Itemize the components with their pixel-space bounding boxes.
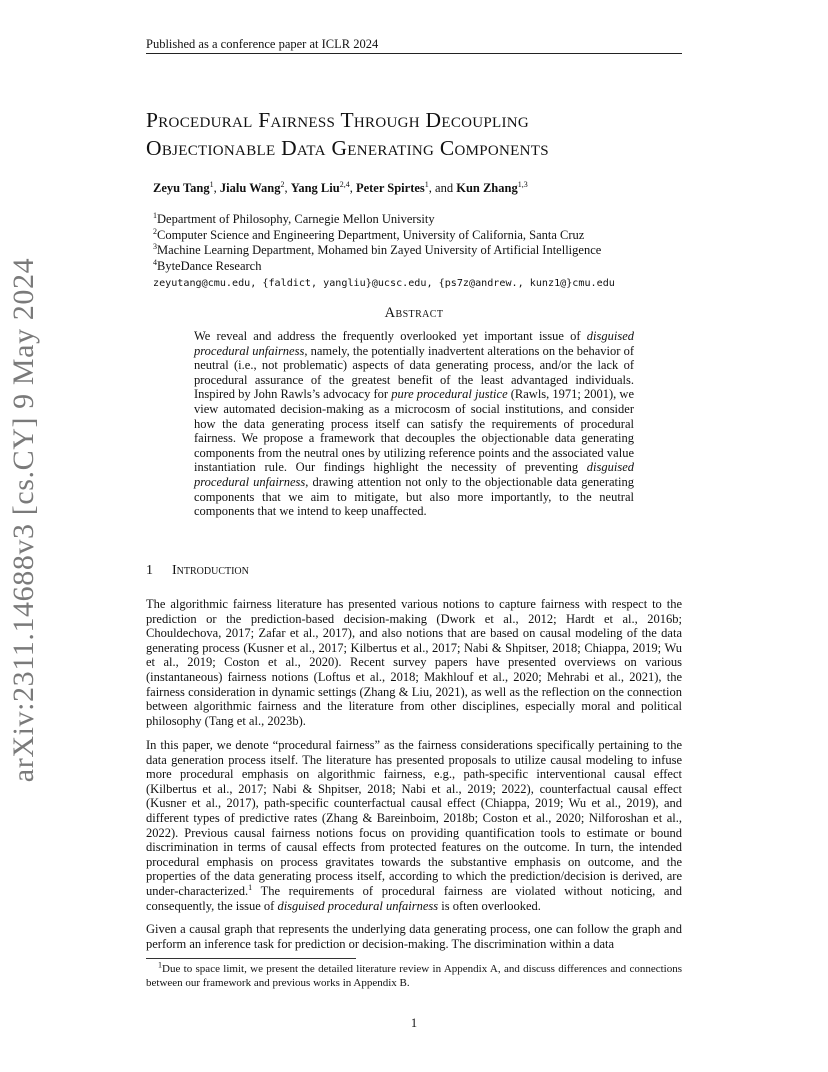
affiliation-line (153, 259, 615, 275)
italic-run: pure procedural justice (391, 387, 508, 402)
text-run: Given a causal graph that represents the underlying data generating process, one can follow the graph and perform an inference task for prediction or decision-making. The discrimination within a data (146, 922, 682, 951)
author-affil-mark: 1 (209, 179, 214, 189)
affiliation-text: Department of Philosophy, Carnegie Mellon University (157, 212, 435, 226)
header-rule (146, 53, 682, 54)
text-run: , drawing attention not only to the objectionable data generating components that we aim to mitigate, but also more importantly, to the neutral components that we intend to keep unaffected. (194, 474, 635, 519)
author-affil-mark: 1 (424, 179, 429, 189)
title-line-2: Objectionable Data Generating Components (146, 136, 549, 160)
author-affil-mark: 2,4 (339, 179, 350, 189)
abstract-body (194, 329, 634, 519)
text-run: (Rawls, 1971; 2001), we view automated decision-making as a microcosm of social institutions, and consider how the data generating process itself can satisfy the requirements of procedural fairness. We propose a framework that decouples the objectionable data generating components from the neutral ones by utilizing reference points and the associated value instantiation rule. Our findings highlight the necessity of preventing (194, 387, 635, 475)
section-title: Introduction (172, 563, 249, 578)
author-name: Jialu Wang (219, 181, 281, 195)
affiliation-text: Computer Science and Engineering Department, University of California, Santa Cruz (157, 227, 585, 242)
section-number: 1 (146, 563, 153, 578)
affiliation-mark: 1 (153, 210, 157, 220)
paper-title (146, 106, 706, 162)
text-run: In this paper, we denote “procedural fairness” as the fairness considerations specifically pertaining to the data generation process itself. The literature has presented proposals to utilize causal modeling to infuse more procedural emphasis on algorithmic fairness, e.g., path-specific interventional causal effect (Kilbertus et al., 2017; Nabi & Shpitser, 2018; Nabi et al., 2019; 2022), counterfactual causal effect (Kusner et al., 2017), path-specific counterfactual causal effect (Chiappa, 2019; Wu et al., 2019), and different types of predictive rates (Zhang & Bareinboim, 2018b; Coston et al., 2020; Nilforoshan et al., 2022). Previous causal fairness notions focus on providing quantification tools to estimate or bound discrimination in terms of causal effects from protected features on the outcome. In turn, the intended procedural emphasis on process gravitates towards the substantive emphasis on outcome, and the properties of the data generating process itself, according to which the prediction/decision is derived, are under-characterized. (146, 738, 682, 898)
author-name: Peter Spirtes (355, 181, 425, 195)
affiliation-mark: 2 (153, 226, 157, 236)
paragraph-3 (146, 922, 682, 951)
italic-run: disguised procedural unfairness (194, 329, 634, 358)
email-addresses: zeyutang@cmu.edu, {faldict, yangliu}@ucsc.edu, {ps7z@andrew., kunz1@}cmu.edu (153, 277, 615, 289)
footnote-rule (146, 958, 356, 959)
affiliation-text: ByteDance Research (157, 259, 262, 274)
italic-run: disguised procedural unfairness (277, 898, 439, 913)
footnote-text: Due to space limit, we present the detailed literature review in Appendix A, and discuss differences and connections between our framework and previous works in Appendix B. (146, 963, 682, 989)
author-name: Kun Zhang (456, 181, 518, 195)
text-run: We reveal and address the frequently overlooked yet important issue of (194, 329, 587, 343)
section-heading (146, 563, 249, 579)
italic-run: disguised procedural unfairness (194, 460, 634, 489)
title-line-1: Procedural Fairness Through Decoupling (146, 108, 530, 132)
affiliation-mark: 4 (153, 257, 157, 267)
arxiv-stamp-text: arXiv:2311.14688v3 [cs.CY] 9 May 2024 (7, 257, 40, 783)
paragraph-2 (146, 738, 682, 913)
text-run: is often overlooked. (438, 898, 541, 913)
text-run: The algorithmic fairness literature has presented various notions to capture fairness with respect to the prediction or the prediction-based decision-making (Dwork et al., 2012; Hardt et al., 2016b; Chouldechova, 2017; Zafar et al., 2017), and also notions that are based on causal modeling of the data generating process (Kusner et al., 2017; Kilbertus et al., 2017; Nabi & Shpitser, 2018; Chiappa, 2019; Wu et al., 2019; Coston et al., 2020). Recent survey papers have presented overviews on various (instantaneous) fairness notions (Loftus et al., 2018; Makhlouf et al., 2020; Mehrabi et al., 2021), the fairness consideration in dynamic settings (Zhang & Liu, 2021), as well as the reflection on the connection between algorithmic fairness and the literature from other disciplines, especially moral and political philosophy (Tang et al., 2023b). (146, 597, 682, 728)
author-name: Zeyu Tang (153, 181, 210, 195)
affiliation-line (153, 212, 615, 228)
author-affil-mark: 2 (280, 179, 285, 189)
author-affil-mark: 1,3 (517, 179, 528, 189)
footnote-ref: 1 (248, 882, 253, 892)
abstract-heading: Abstract (384, 305, 444, 321)
paragraph-1 (146, 597, 682, 728)
affiliation-line (153, 243, 615, 259)
author-name: Yang Liu (290, 181, 340, 195)
page-number: 1 (410, 1016, 418, 1030)
text-run: , namely, the potentially inadvertent alterations on the behavior of neutral (i.e., not problematic) aspects of data generating process, and/or the lack of procedural assurance of the greatest benefit of the least advantaged individuals. Inspired by John Rawls’s advocacy for (194, 343, 635, 402)
running-header: Published as a conference paper at ICLR 2024 (146, 37, 379, 51)
footnote-marker: 1 (158, 960, 162, 970)
affiliations (153, 212, 615, 292)
affiliation-mark: 3 (153, 242, 157, 252)
footnote (146, 960, 682, 990)
affiliation-line (153, 228, 615, 244)
text-run: The requirements of procedural fairness are violated without noticing, and consequently, the issue of (146, 883, 682, 913)
author-joiner: , and (428, 181, 457, 195)
author-list: Zeyu Tang$^1$, Jialu Wang$^2$, Yang Liu$^{2,4}$, Peter Spirtes$^1$, and Kun Zhang$^{1,3}$ (153, 179, 528, 195)
affiliation-text: Machine Learning Department, Mohamed bin Zayed University of Artificial Intelligence (157, 243, 602, 258)
